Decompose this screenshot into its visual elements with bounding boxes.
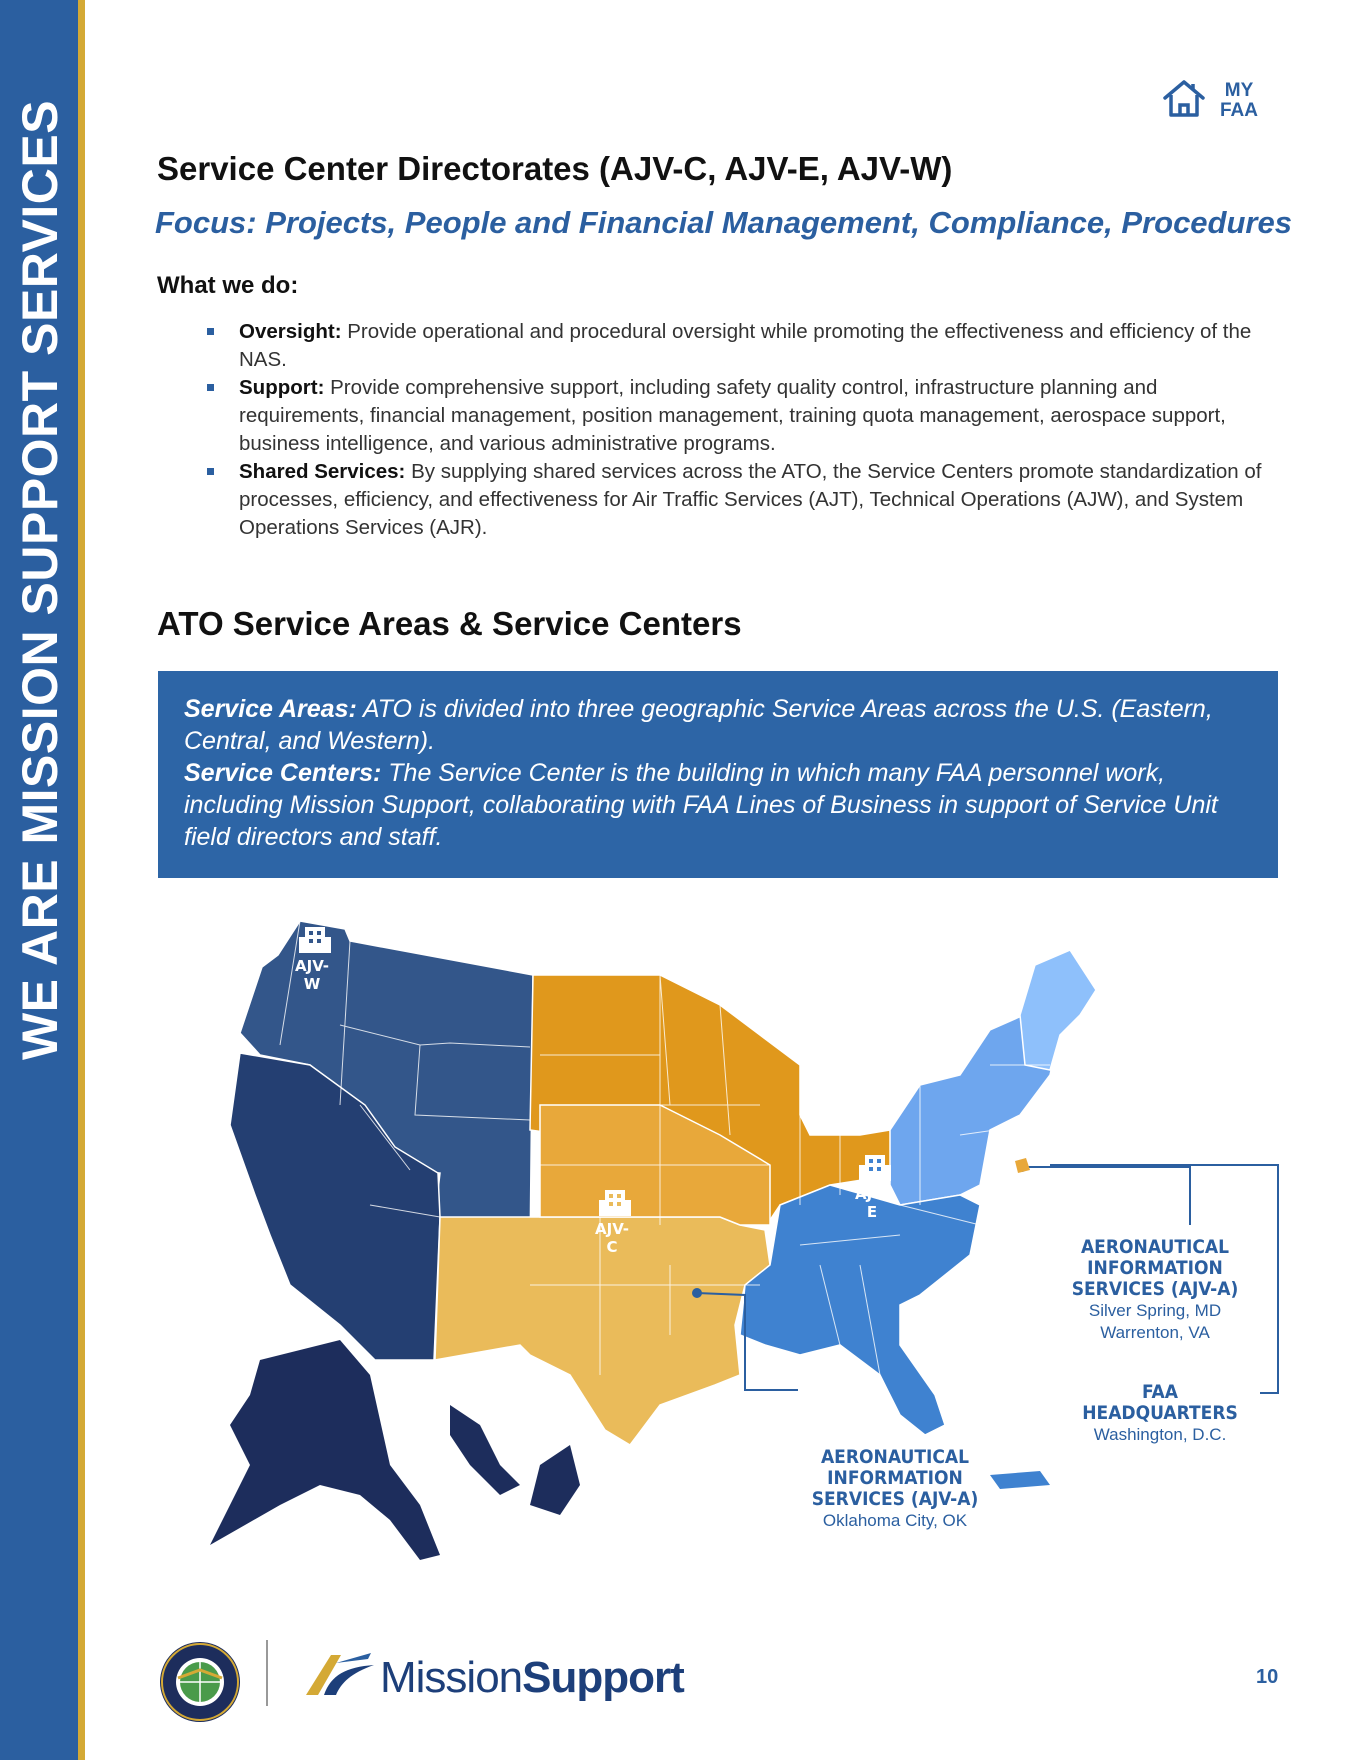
list-item: Shared Services: By supplying shared services across the ATO, the Service Centers promote standardization of processes, efficiency, and effectiveness for Air Traffic Services (AJT), Technical Operations (AJW), and System Operations Services (AJR).	[207, 458, 1267, 542]
ais-central-callout: AERONAUTICAL INFORMATION SERVICES (AJV-A) Oklahoma City, OK	[811, 1446, 979, 1530]
what-we-do-heading: What we do:	[157, 272, 299, 299]
what-we-do-list	[207, 318, 1267, 542]
home-icon	[1162, 78, 1206, 123]
ajv-w-label: AJV-W	[295, 957, 329, 993]
service-areas-callout: Service Areas: ATO is divided into three geographic Service Areas across the U.S. (Eastern, Central, and Western). Service Centers: The Service Center is the building in which many FAA personnel work, including Mission Support, collaborating with FAA Lines of Business in support of Service Unit field directors and staff.	[158, 671, 1278, 878]
bullet-icon	[207, 468, 214, 475]
ajv-c-label: AJV-C	[595, 1220, 629, 1256]
bullet-icon	[207, 384, 214, 391]
region-hawaii	[450, 1405, 520, 1495]
list-item: Support: Provide comprehensive support, including safety quality control, infrastructure planning and requirements, financial management, position management, training quota management, aerospace support, business intelligence, and various administrative programs.	[207, 374, 1267, 458]
region-eastern-new-england	[1020, 950, 1096, 1070]
faa-seal-logo	[158, 1640, 242, 1729]
page-title: Service Center Directorates (AJV-C, AJV-E, AJV-W)	[157, 150, 953, 187]
sidebar	[0, 0, 78, 1760]
footer-divider	[266, 1640, 268, 1706]
sidebar-title: WE ARE MISSION SUPPORT SERVICES	[12, 99, 68, 1061]
ajv-e-label: AJV-E	[855, 1185, 889, 1221]
service-areas-map	[200, 905, 1310, 1605]
my-faa-label: MY FAA	[1220, 79, 1258, 121]
region-guam	[530, 1445, 580, 1515]
faa-hq-callout: FAA HEADQUARTERS Washington, D.C.	[1082, 1381, 1238, 1444]
mission-support-swoosh-icon	[296, 1645, 376, 1710]
list-item: Oversight: Provide operational and procedural oversight while promoting the effectiveness and efficiency of the NAS.	[207, 318, 1267, 374]
dc-marker	[1015, 1158, 1030, 1173]
bullet-icon	[207, 328, 214, 335]
mission-support-logo: MissionSupport	[296, 1645, 684, 1710]
focus-subtitle: Focus: Projects, People and Financial Management, Compliance, Procedures	[155, 205, 1292, 240]
sidebar-accent-stripe	[78, 0, 85, 1760]
page-number: 10	[1256, 1666, 1279, 1688]
ais-east-callout: AERONAUTICAL INFORMATION SERVICES (AJV-A) Silver Spring, MD Warrenton, VA	[1071, 1236, 1239, 1342]
region-eastern-southeast	[740, 1185, 980, 1435]
region-puerto-rico	[990, 1471, 1050, 1489]
region-alaska	[210, 1340, 440, 1560]
my-faa-link[interactable]	[1162, 78, 1258, 123]
section-heading: ATO Service Areas & Service Centers	[157, 605, 742, 642]
